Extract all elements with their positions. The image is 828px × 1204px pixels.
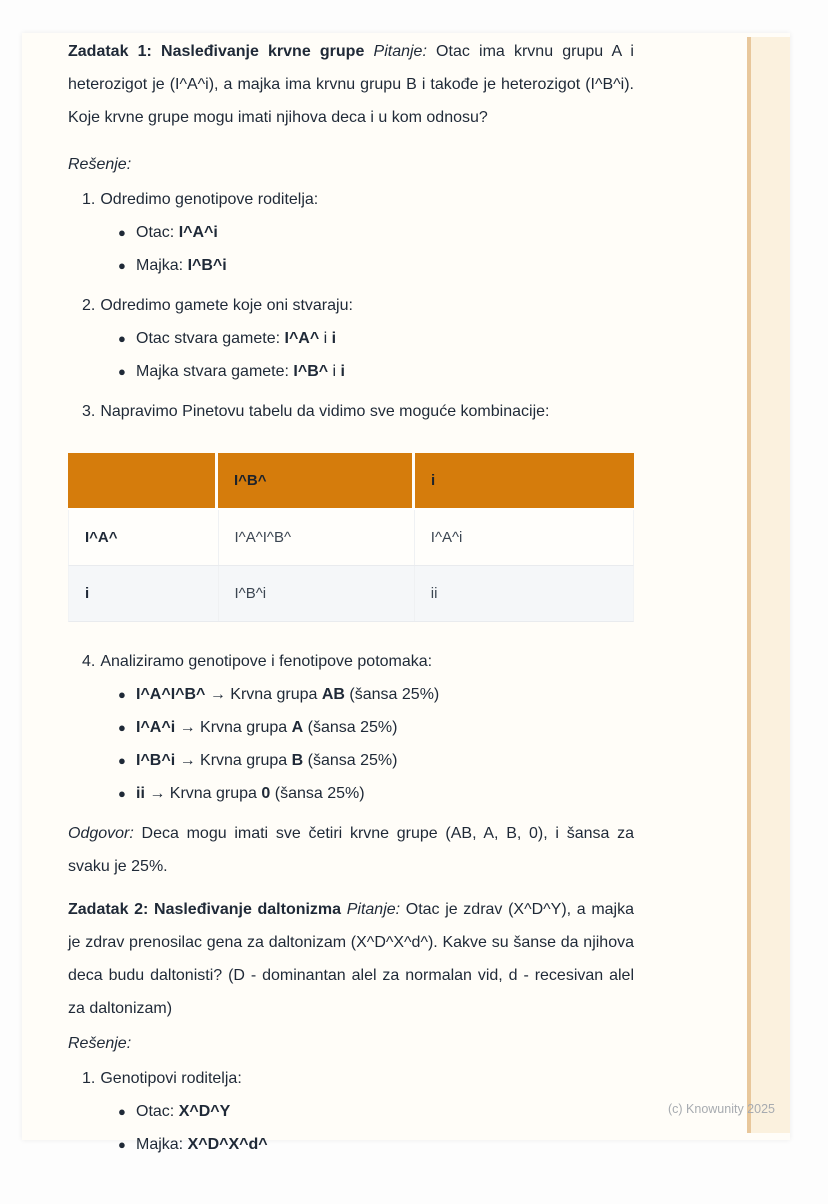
bullet-icon: ● <box>118 225 126 240</box>
list-item <box>68 711 634 744</box>
table-cell: I^A^I^B^ <box>219 510 415 565</box>
list-item <box>68 1128 634 1161</box>
task1-answer-paragraph: Odgovor: Deca mogu imati sve četiri krvne grupe (AB, A, B, 0), i šansa za svaku je 25%. <box>68 825 634 875</box>
table-cell: ii <box>430 585 438 602</box>
list-item <box>68 777 634 810</box>
task2-intro-paragraph: Zadatak 2: Nasleđivanje daltonizma Pitanje: Otac je zdrav (X^D^Y), a majka je zdrav prenosilac gena za daltonizam (X^D^X^d^). Kakve su šanse da njihova deca budu daltonisti? (D - dominantan alel za normalan vid, d - recesivan alel za daltonizam) <box>68 901 634 1017</box>
table-cell: I^A^i <box>430 529 463 546</box>
bullet-text: Majka stvara gamete: I^B^ i i <box>136 363 345 380</box>
task2-steps-list <box>68 1062 634 1161</box>
task1-steps-list <box>68 183 634 428</box>
table-row <box>68 510 634 565</box>
table-row-header: i <box>69 566 219 621</box>
step-number: 2. <box>82 297 96 314</box>
list-item <box>68 1062 634 1161</box>
bullet-icon: ● <box>118 687 126 702</box>
list-item <box>68 1095 634 1128</box>
bullet-icon: ● <box>118 1137 126 1152</box>
bullet-text: I^A^i → Krvna grupa A (šansa 25%) <box>136 719 398 736</box>
bullet-text: I^A^I^B^ → Krvna grupa AB (šansa 25%) <box>136 686 440 703</box>
list-item <box>68 744 634 777</box>
list-item <box>68 289 634 388</box>
bullet-text: I^B^i → Krvna grupa B (šansa 25%) <box>136 752 398 769</box>
bullet-icon: ● <box>118 720 126 735</box>
table-header-cell <box>68 453 218 508</box>
step-label <box>68 289 634 322</box>
bullet-text: Otac: I^A^i <box>136 224 218 241</box>
bullet-text: Otac stvara gamete: I^A^ i i <box>136 330 337 347</box>
step-text: Analiziramo genotipove i fenotipove potomaka: <box>100 653 433 670</box>
bullet-icon: ● <box>118 786 126 801</box>
table-cell: I^B^i <box>219 566 415 621</box>
list-item <box>68 355 634 388</box>
list-item <box>68 216 634 249</box>
bullet-text: Otac: X^D^Y <box>136 1103 231 1120</box>
document-page <box>22 33 790 1153</box>
bullet-text: Majka: X^D^X^d^ <box>136 1136 268 1153</box>
task1-intro-paragraph: Zadatak 1: Nasleđivanje krvne grupe Pitanje: Otac ima krvnu grupu A i heterozigot je (I^A^i), a majka ima krvnu grupu B i takođe je heterozigot (I^B^i). Koje krvne grupe mogu imati njihova deca i u kom odnosu? <box>68 43 634 126</box>
bullet-icon: ● <box>118 364 126 379</box>
page-edge-strip <box>747 37 790 1133</box>
list-item <box>68 183 634 282</box>
step-text: Napravimo Pinetovu tabelu da vidimo sve moguće kombinacije: <box>100 403 550 420</box>
step-label <box>68 1062 634 1095</box>
document-content <box>22 33 634 1161</box>
bullet-icon: ● <box>118 1104 126 1119</box>
step-label <box>68 645 634 678</box>
table-row <box>68 565 634 622</box>
step-label <box>68 183 634 216</box>
list-item <box>68 395 634 428</box>
table-header-cell: I^B^ <box>218 453 415 508</box>
bullet-icon: ● <box>118 258 126 273</box>
bullet-text: ii → Krvna grupa 0 (šansa 25%) <box>136 785 365 802</box>
task1-resenje-label: Rešenje: <box>68 156 132 173</box>
step-text: Odredimo gamete koje oni stvaraju: <box>100 297 353 314</box>
step-number: 1. <box>82 1070 96 1087</box>
step-text: Genotipovi roditelja: <box>100 1070 242 1087</box>
list-item <box>68 249 634 282</box>
punnett-table <box>68 453 634 622</box>
task2-resenje-label: Rešenje: <box>68 1035 132 1052</box>
step-label <box>68 395 634 428</box>
table-header-row <box>68 453 634 510</box>
copyright-notice: (c) Knowunity 2025 <box>667 1102 775 1116</box>
step-number: 1. <box>82 191 96 208</box>
list-item <box>68 322 634 355</box>
bullet-icon: ● <box>118 331 126 346</box>
list-item <box>68 645 634 810</box>
step-number: 3. <box>82 403 96 420</box>
step-number: 4. <box>82 653 96 670</box>
list-item <box>68 678 634 711</box>
bullet-text: Majka: I^B^i <box>136 257 227 274</box>
step-text: Odredimo genotipove roditelja: <box>100 191 319 208</box>
table-header-cell: i <box>415 453 634 508</box>
bullet-icon: ● <box>118 753 126 768</box>
table-row-header: I^A^ <box>69 510 219 565</box>
